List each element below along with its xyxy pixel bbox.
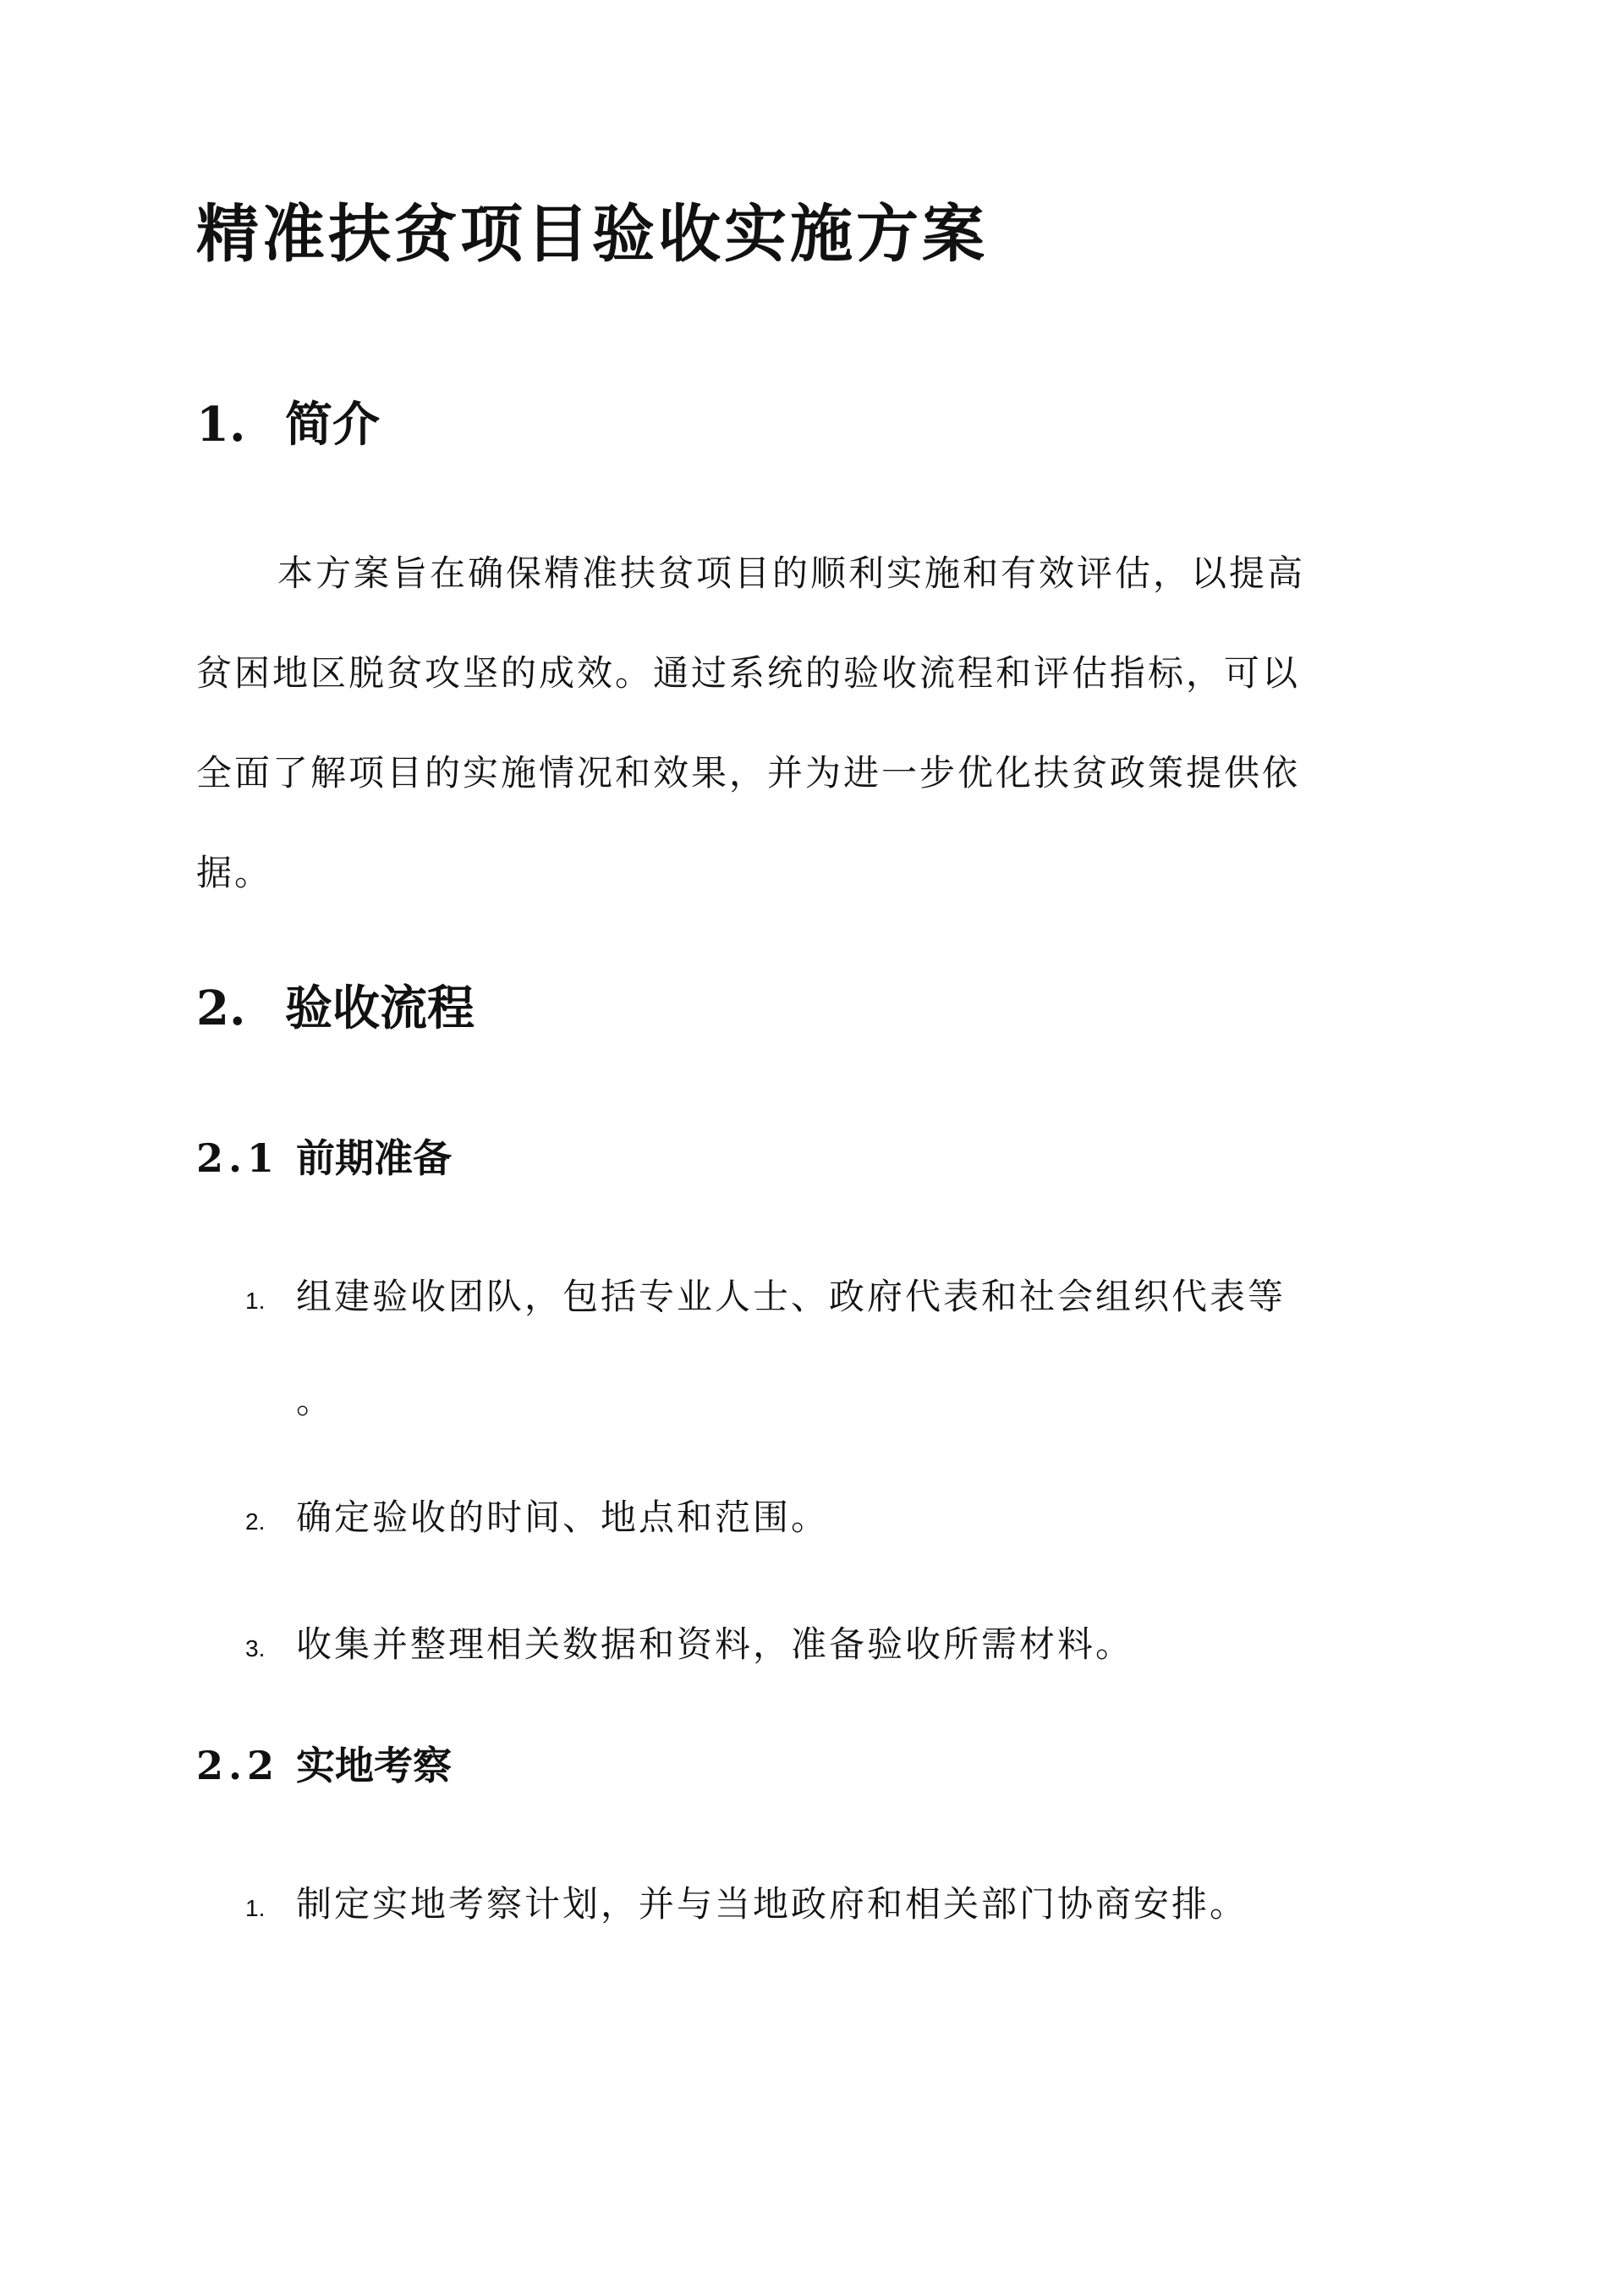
subsection-heading-field-inspection [196,1743,452,1788]
list-item-text: 组建验收团队，包括专业人士、政府代表和社会组织代表等 [296,1276,1287,1317]
intro-paragraph [196,524,1431,923]
subsection-title: 前期准备 [296,1135,452,1181]
list-marker: 1. [245,1288,266,1314]
section-number: 2. [196,980,246,1036]
list-item [245,1247,1429,1451]
subsection-title: 实地考察 [296,1743,452,1788]
paragraph-line: 全面了解项目的实施情况和效果，并为进一步优化扶贫政策提供依 [196,752,1301,794]
paragraph-line: 贫困地区脱贫攻坚的成效。通过系统的验收流程和评估指标，可以 [196,652,1301,694]
section-title: 简介 [285,397,380,453]
list-item-text: 。 [296,1380,335,1421]
list-marker: 2. [245,1508,266,1535]
list-item [245,1468,1429,1572]
list-item [245,1854,1429,1958]
list-item-text: 收集并整理相关数据和资料，准备验收所需材料。 [296,1623,1134,1665]
document-title: 精准扶贫项目验收实施方案 [196,198,988,271]
paragraph-line: 本方案旨在确保精准扶贫项目的顺利实施和有效评估，以提高 [277,552,1306,594]
subsection-number: 2.2 [196,1743,280,1788]
list-item-text: 确定验收的时间、地点和范围。 [296,1497,830,1538]
paragraph-line: 据。 [196,852,273,893]
list-item [245,1595,1429,1699]
section-heading-intro [196,397,380,453]
section-number: 1. [196,397,246,453]
section-heading-process [196,980,475,1036]
subsection-heading-preparation [196,1135,452,1181]
list-marker: 1. [245,1895,266,1921]
list-item-text: 制定实地考察计划，并与当地政府和相关部门协商安排。 [296,1883,1248,1925]
section-title: 验收流程 [285,980,475,1036]
subsection-number: 2.1 [196,1135,280,1181]
list-marker: 3. [245,1635,266,1662]
